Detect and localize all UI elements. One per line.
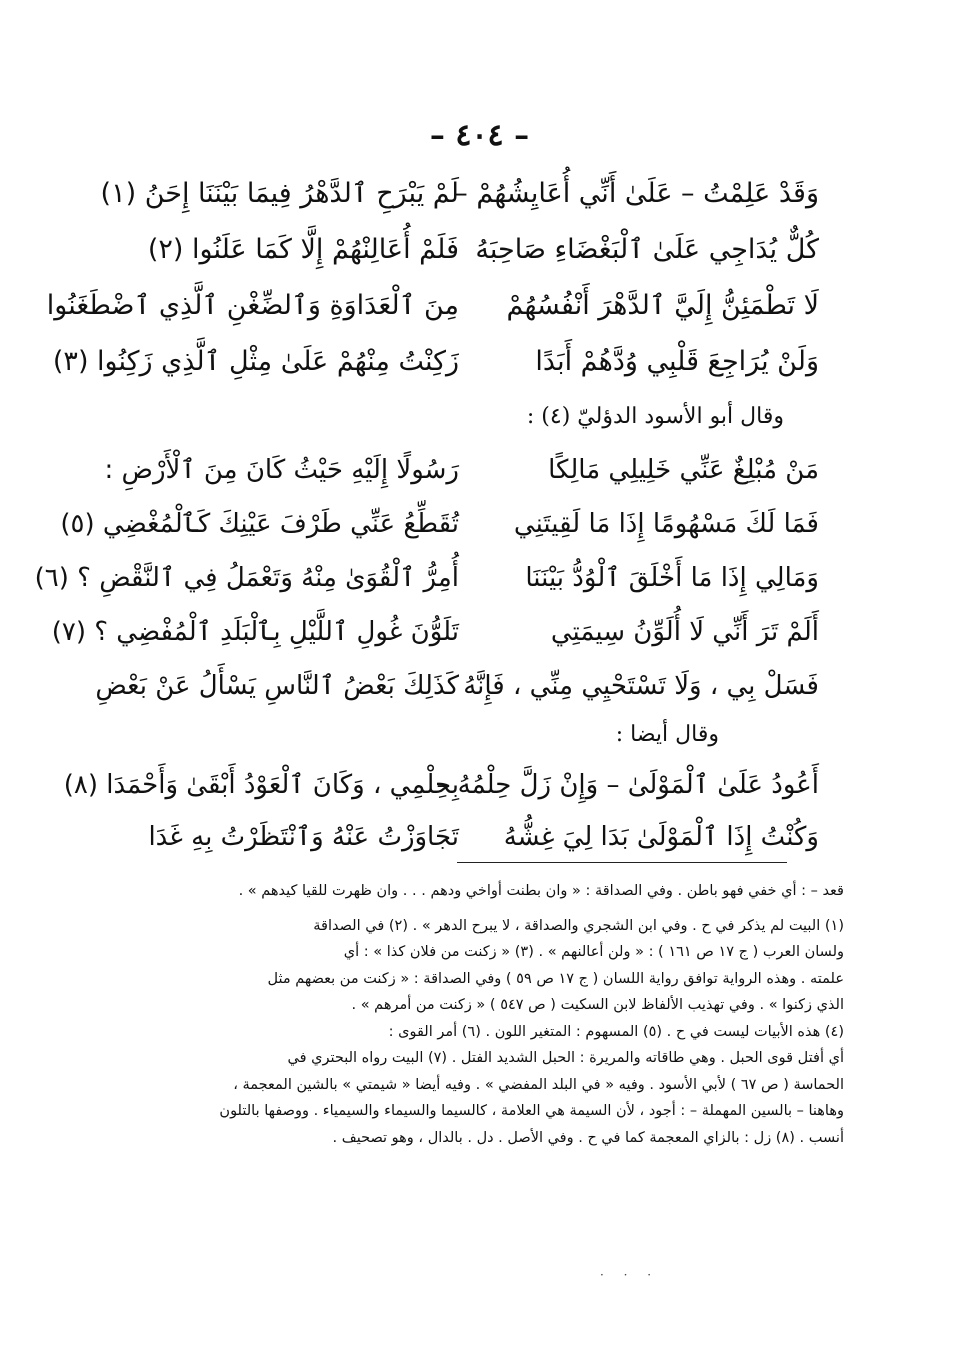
print-specks: · · ·	[600, 1268, 660, 1282]
verse-line	[60, 509, 819, 549]
footnote-line: الحماسة ( ص ٦٧ ) لأبي الأسود . وفيه « في البلد المفضي » . وفيه أيضا « شيمتي » بالشين المعجمة ،	[233, 1076, 844, 1093]
verse-second-half: فَلَمْ أُعَالِنْهُمْ إِلَّا كَمَا عَلَنُوا (٢)	[147, 234, 459, 265]
verse-second-half: تُقَطِّعُ عَنِّي طَرْفَ عَيْنِكَ كَٱلْمُغْضِي (٥)	[60, 509, 459, 539]
verse-line	[34, 563, 819, 603]
footnote-line: أنسب . (٨) زل : بالزاي المعجمة كما في ح . وفي الأصل . دل . بالدال ، وهو تصحيف .	[332, 1129, 844, 1146]
verse-first-half: وَلَنْ يُرَاجِعَ قَلْبِي وُدَّهُمْ أَبَدًا	[535, 346, 819, 377]
verse-first-half: أَعُودُ عَلَىٰ ٱلْمَوْلَىٰ – وَإِنْ زَلَّ حِلْمُهُ –	[436, 770, 819, 800]
verse-first-half: مَنْ مُبْلِغٌ عَنِّي خَلِيلِي مَالِكًا	[548, 455, 819, 485]
footnote-line: علمته . وهذه الرواية توافق رواية اللسان ( ج ١٧ ص ٥٩ ) وفي الصداقة : « زكنت من بعضهم مثل	[267, 970, 844, 987]
verse-first-half: فَسَلْ بِي ، وَلَا تَسْتَحْيِي مِنِّي ، فَإِنَّهُ	[463, 671, 819, 701]
verse-second-half: تَلَوُّنَ غُولِ ٱللَّيْلِ بِٱلْبَلَدِ ٱلْمُفْضِي ؟ (٧)	[51, 617, 459, 647]
verse-second-half: تَجَاوَزْتُ عَنْهُ وَٱنْتَظَرْتُ بِهِ غَدَا	[148, 822, 459, 852]
verse-second-half: لَمْ يَبْرَحِ ٱلدَّهْرُ فِيمَا بَيْنَنَا إِحَنُ (١)	[100, 178, 459, 209]
verse-first-half: فَمَا لَكَ مَسْهُومًا إِذَا مَا لَقِيتَنِي	[513, 509, 819, 539]
verse-second-half: بِحِلْمِي ، وَكَانَ ٱلْعَوْدُ أَبْقَىٰ وَأَحْمَدَا (٨)	[63, 770, 459, 800]
verse-second-half: رَسُولًا إِلَيْهِ حَيْثُ كَانَ مِنَ ٱلْأَرْضِ :	[104, 455, 459, 485]
footnote-line: (٤) هذه الأبيات ليست في ح . (٥) المسهوم : المتغير اللون . (٦) أمر القوى :	[388, 1023, 844, 1040]
footnote-divider	[457, 862, 787, 863]
verse-line	[51, 617, 819, 657]
footnote-line: أي أفتل قوى الحبل . وهي طاقاته والمريرة : الحبل الشديد الفتل . (٧) البيت رواه البحتري في	[287, 1050, 844, 1066]
poem-introduction: وقال أبو الأسود الدؤليّ (٤) :	[526, 404, 784, 429]
footnote-line: ولسان العرب ( ج ١٧ ص ١٦١ ) : « ولن أعالنهم » . (٣) « زكنت من فلان كذا » : أي	[343, 944, 844, 960]
verse-first-half: أَلَمْ تَرَ أَنِّي لَا أُلَوِّنُ سِيمَتِي	[550, 617, 819, 647]
verse-second-half: كَذَلِكَ بَعْضُ ٱلنَّاسِ يَسْأَلُ عَنْ بَعْضِ	[95, 671, 459, 701]
verse-line	[63, 770, 819, 810]
verse-line	[95, 671, 819, 711]
verse-line	[139, 822, 819, 862]
verse-line	[104, 455, 819, 495]
poem-introduction: وقال أيضا :	[615, 722, 719, 747]
verse-first-half: وَمَالِي إِذَا مَا أَخْلَقَ ٱلْوُدُّ بَيْنَنَا	[525, 563, 819, 593]
footnote-line: وهاهنا – بالسين المهملة – : أجود ، لأن السيمة هي العلامة ، كالسيما والسيماء والسيمياء . ووصفها بالتلون	[219, 1103, 844, 1119]
page-number: – ٤٠٤ –	[429, 118, 530, 153]
verse-second-half: أُمِرُّ ٱلْقُوَىٰ مِنْهُ وَتَعْمَلُ فِي ٱلنَّقْضِ ؟ (٦)	[34, 563, 459, 593]
verse-second-half: زَكِنْتُ مِنْهُمْ عَلَىٰ مِثْلِ ٱلَّذِي زَكِنُوا (٣)	[52, 346, 459, 377]
verse-line	[100, 178, 819, 218]
verse-line	[139, 234, 819, 274]
verse-first-half: وَكُنْتُ إِذَا ٱلْمَوْلَىٰ بَدَا لِيَ غِشُّهُ	[503, 822, 819, 852]
verse-line	[46, 290, 819, 330]
footnote-line: الذي زكنوا » . وفي تهذيب الألفاظ لابن السكيت ( ص ٥٤٧ ) « زكنت من أمرهم » .	[351, 997, 844, 1013]
verse-second-half: مِنَ ٱلْعَدَاوَةِ وَٱلضِّغْنِ ٱلَّذِي ٱضْطَغَنُوا	[46, 290, 459, 321]
verse-first-half: وَقَدْ عَلِمْتُ – عَلَىٰ أَنِّي أُعَايِشُهُمْ –	[454, 178, 819, 209]
verse-first-half: كُلٌّ يُدَاجِي عَلَىٰ ٱلْبَغْضَاءِ صَاحِبَهُ	[475, 234, 819, 265]
footnote-intro: قعد – : أي خفي فهو باطن . وفي الصداقة : « وان بطنت أواخي ودهم . . . وان ظهرت للقيا كيدهم » .	[238, 883, 844, 899]
verse-first-half: لَا تَطْمَئِنُّ إِلَيَّ ٱلدَّهْرَ أَنْفُسُهُمْ	[506, 290, 819, 321]
verse-line	[52, 346, 819, 386]
footnotes	[129, 878, 844, 1151]
footnote-line: (١) البيت لم يذكر في ح . وفي ابن الشجري والصداقة ، لا يبرح الدهر » . (٢) في الصداقة	[313, 917, 844, 934]
